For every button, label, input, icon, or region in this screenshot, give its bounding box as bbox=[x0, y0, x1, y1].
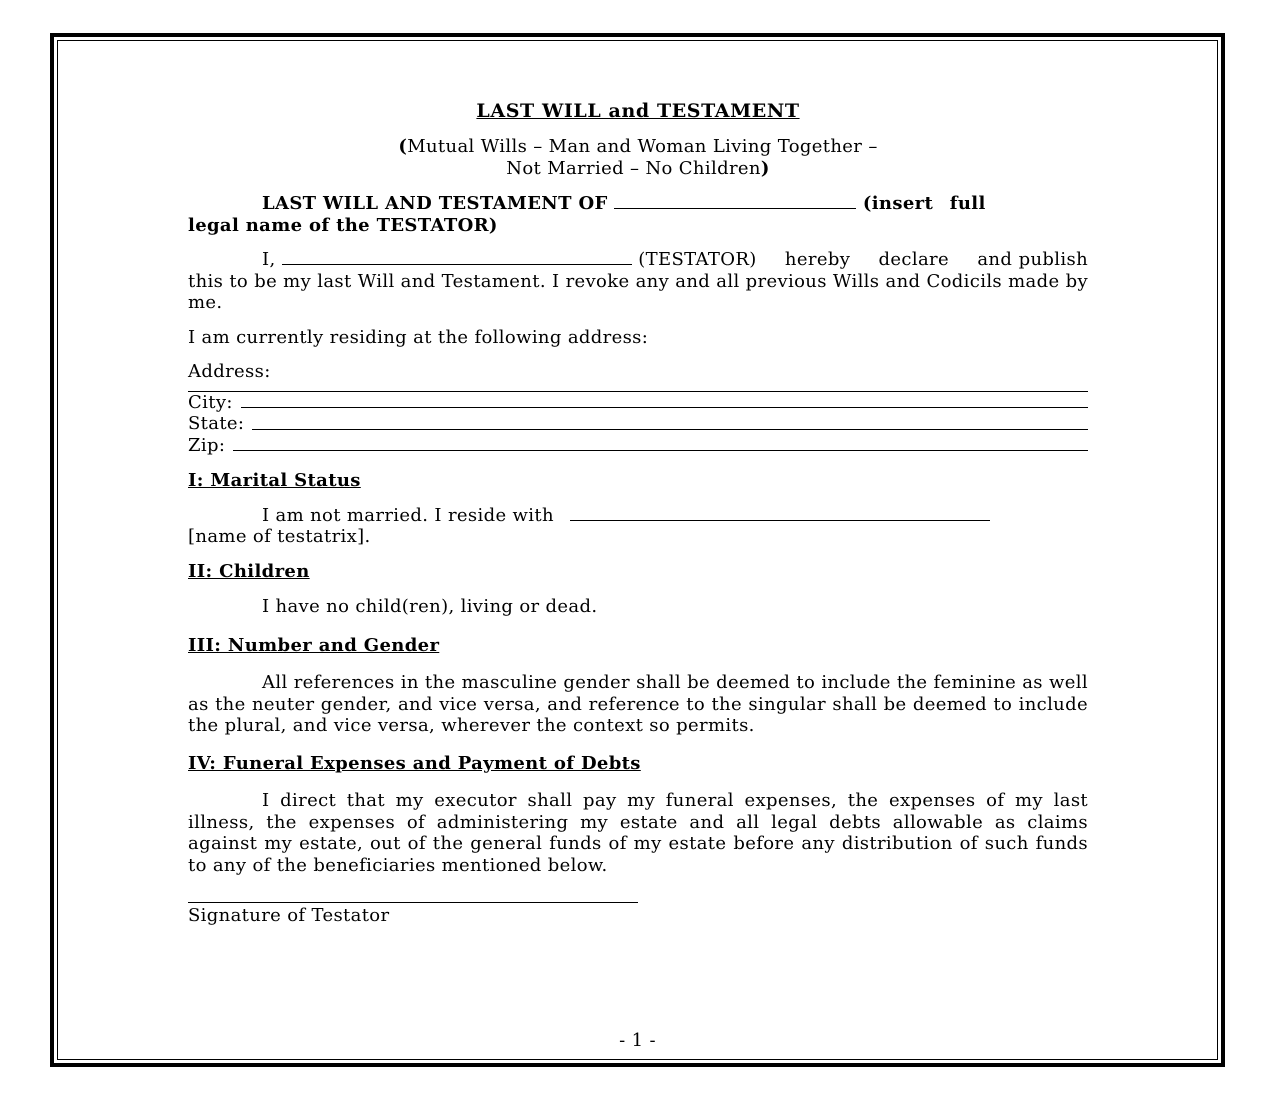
testator-declaration-blank[interactable] bbox=[282, 249, 632, 265]
signature-line[interactable] bbox=[188, 902, 638, 903]
marital-status-heading: I: Marital Status bbox=[188, 470, 361, 491]
document-body bbox=[188, 98, 1088, 927]
declaration-after-blank: (TESTATOR) hereby declare and bbox=[638, 249, 1013, 270]
name-line-prefix: LAST WILL AND TESTAMENT OF bbox=[262, 193, 608, 214]
children-heading: II: Children bbox=[188, 560, 310, 582]
number-gender-paragraph: All references in the masculine gender shall be deemed to include the feminine as well as the neuter gender, and vice versa, and reference to the singular shall be deemed to include the plural, and vice versa, wherever the context so permits. bbox=[188, 672, 1088, 736]
name-line-suffix: (insert full bbox=[862, 193, 986, 214]
state-row bbox=[188, 413, 1088, 435]
signature-label: Signature of Testator bbox=[188, 905, 390, 926]
marital-text-end: [name of testatrix]. bbox=[188, 526, 371, 547]
testator-name-line bbox=[188, 193, 1088, 236]
document-title: LAST WILL and TESTAMENT bbox=[476, 100, 800, 122]
zip-label: Zip: bbox=[188, 434, 226, 456]
subtitle-line-1: Mutual Wills – Man and Woman Living Together – bbox=[407, 136, 878, 157]
testatrix-name-blank[interactable] bbox=[570, 505, 990, 521]
declaration-rest: publish this to be my last Will and Testament. I revoke any and all previous Wills and Codicils made by me. bbox=[188, 249, 1089, 313]
number-gender-heading: III: Number and Gender bbox=[188, 634, 440, 656]
residing-text: I am currently residing at the following address: bbox=[188, 326, 649, 348]
name-line-second: legal name of the TESTATOR) bbox=[188, 214, 498, 236]
subtitle-line-2: Not Married – No Children bbox=[506, 157, 761, 179]
zip-row bbox=[188, 435, 1088, 457]
zip-field[interactable] bbox=[233, 450, 1088, 451]
address-label: Address: bbox=[188, 361, 271, 382]
declaration-start: I, bbox=[262, 249, 276, 270]
marital-status-paragraph bbox=[188, 505, 1088, 548]
marital-text-start: I am not married. I reside with bbox=[262, 504, 554, 526]
children-paragraph: I have no child(ren), living or dead. bbox=[262, 596, 598, 617]
city-row bbox=[188, 392, 1088, 414]
state-label: State: bbox=[188, 413, 245, 434]
page-number: - 1 - bbox=[619, 1030, 656, 1051]
funeral-heading: IV: Funeral Expenses and Payment of Debts bbox=[188, 752, 641, 774]
funeral-paragraph: I direct that my executor shall pay my funeral expenses, the expenses of my last illness, the expenses of administering my estate and all legal debts allowable as claims against my estate, out of the general funds of my estate before any distribution of such funds to any of the beneficiaries mentioned below. bbox=[188, 790, 1088, 876]
city-label: City: bbox=[188, 391, 233, 413]
document-subtitle: (Mutual Wills – Man and Woman Living Together – Not Married – No Children) bbox=[398, 136, 878, 179]
state-field[interactable] bbox=[252, 429, 1088, 430]
testator-name-blank[interactable] bbox=[614, 193, 856, 209]
city-field[interactable] bbox=[241, 407, 1088, 408]
declaration-paragraph bbox=[188, 249, 1088, 314]
